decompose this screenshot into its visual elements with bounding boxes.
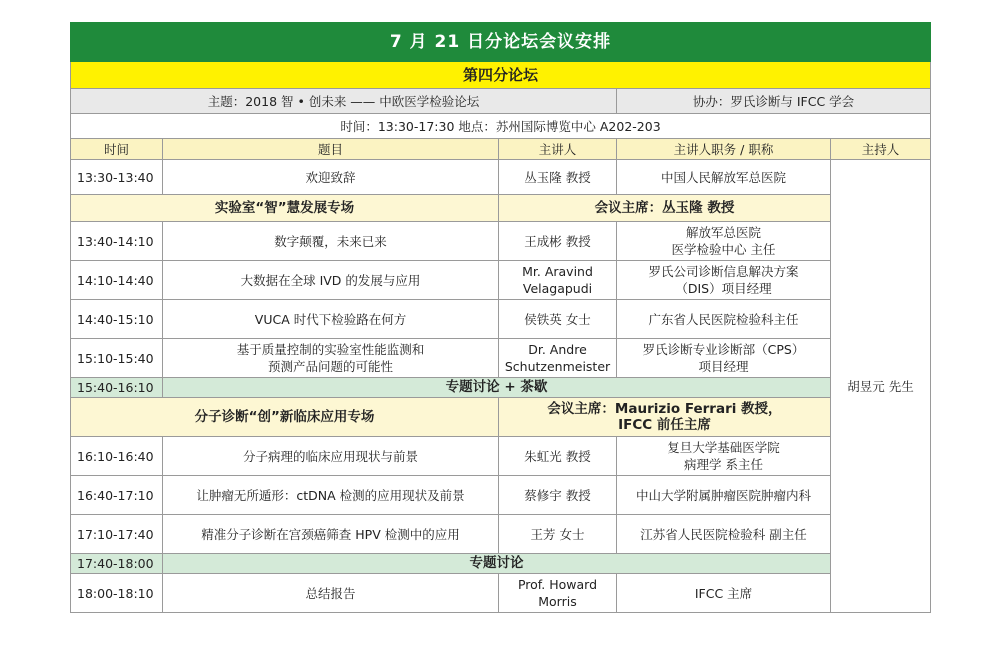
session-speaker [499,339,617,378]
session-speaker: 丛玉隆 教授 [499,160,617,195]
session-speaker [499,261,617,300]
schedule-sheet [70,22,930,613]
page-title: 7 月 21 日分论坛会议安排 [71,23,931,62]
section-chair: 会议主席：丛玉隆 教授 [499,195,831,222]
session-position [617,222,831,261]
session-topic: VUCA 时代下检验路在何方 [163,300,499,339]
section-row [71,398,931,437]
position-line: 解放军总医院 [685,225,761,240]
session-time: 13:40-14:10 [71,222,163,261]
time-place-row [71,114,931,139]
table-row [71,160,931,195]
theme-text: 主题：2018 智 • 创未来 —— 中欧医学检验论坛 [71,89,617,114]
session-speaker [499,574,617,613]
table-row [71,300,931,339]
header-topic: 题目 [163,139,499,160]
session-speaker: 侯铁英 女士 [499,300,617,339]
position-line: 罗氏诊断专业诊断部（CPS） [642,342,805,357]
speaker-line: Morris [538,594,577,609]
session-topic: 让肿瘤无所遁形：ctDNA 检测的应用现状及前景 [163,476,499,515]
section-chair [499,398,831,437]
session-time: 14:40-15:10 [71,300,163,339]
topic-line: 预测产品问题的可能性 [267,359,393,374]
session-position [617,261,831,300]
session-topic: 数字颠覆，未来已来 [163,222,499,261]
session-position: 广东省人民医院检验科主任 [617,300,831,339]
session-topic: 精准分子诊断在宫颈癌筛查 HPV 检测中的应用 [163,515,499,554]
session-topic: 总结报告 [163,574,499,613]
session-topic: 大数据在全球 IVD 的发展与应用 [163,261,499,300]
session-topic: 欢迎致辞 [163,160,499,195]
schedule-table [70,22,931,613]
table-row [71,437,931,476]
session-position: 中国人民解放军总医院 [617,160,831,195]
table-row [71,515,931,554]
section-title: 实验室“智”慧发展专场 [71,195,499,222]
session-time: 17:10-17:40 [71,515,163,554]
break-label: 专题讨论 [163,554,831,574]
session-speaker: 朱虹光 教授 [499,437,617,476]
forum-name: 第四分论坛 [71,62,931,89]
section-title: 分子诊断“创”新临床应用专场 [71,398,499,437]
header-position: 主讲人职务 / 职称 [617,139,831,160]
session-position [617,339,831,378]
table-row [71,222,931,261]
speaker-line: Dr. Andre [528,342,587,357]
session-position: 江苏省人民医院检验科 副主任 [617,515,831,554]
break-time: 17:40-18:00 [71,554,163,574]
session-position: 中山大学附属肿瘤医院肿瘤内科 [617,476,831,515]
session-time: 16:10-16:40 [71,437,163,476]
session-speaker: 王芳 女士 [499,515,617,554]
session-position [617,437,831,476]
host-name: 胡昱元 先生 [831,160,931,613]
header-time: 时间 [71,139,163,160]
session-time: 16:40-17:10 [71,476,163,515]
chair-line: 会议主席：Maurizio Ferrari 教授， [547,401,782,417]
session-topic: 分子病理的临床应用现状与前景 [163,437,499,476]
title-row [71,23,931,62]
table-row [71,339,931,378]
topic-line: 基于质量控制的实验室性能监测和 [236,342,425,357]
time-place-text: 时间：13:30-17:30 地点：苏州国际博览中心 A202-203 [71,114,931,139]
session-time: 15:10-15:40 [71,339,163,378]
position-line: 病理学 系主任 [684,457,763,472]
session-time: 13:30-13:40 [71,160,163,195]
position-line: 项目经理 [698,359,749,374]
position-line: 罗氏公司诊断信息解决方案 [648,264,799,279]
position-line: 医学检验中心 主任 [671,242,776,257]
chair-line: IFCC 前任主席 [618,417,711,433]
header-host: 主持人 [831,139,931,160]
table-row [71,476,931,515]
table-row [71,574,931,613]
position-line: （DIS）项目经理 [675,281,772,296]
speaker-line: Velagapudi [522,281,593,296]
header-row [71,139,931,160]
position-line: 复旦大学基础医学院 [667,440,780,455]
speaker-line: Mr. Aravind [522,264,593,279]
speaker-line: Prof. Howard [517,577,598,592]
header-speaker: 主讲人 [499,139,617,160]
session-time: 14:10-14:40 [71,261,163,300]
break-time: 15:40-16:10 [71,378,163,398]
session-speaker: 蔡修宇 教授 [499,476,617,515]
break-row [71,554,931,574]
theme-row [71,89,931,114]
forum-row [71,62,931,89]
section-row [71,195,931,222]
table-row [71,261,931,300]
break-label: 专题讨论 + 茶歇 [163,378,831,398]
session-topic [163,339,499,378]
session-position: IFCC 主席 [617,574,831,613]
session-time: 18:00-18:10 [71,574,163,613]
speaker-line: Schutzenmeister [504,359,611,374]
cohost-text: 协办：罗氏诊断与 IFCC 学会 [617,89,931,114]
session-speaker: 王成彬 教授 [499,222,617,261]
break-row [71,378,931,398]
